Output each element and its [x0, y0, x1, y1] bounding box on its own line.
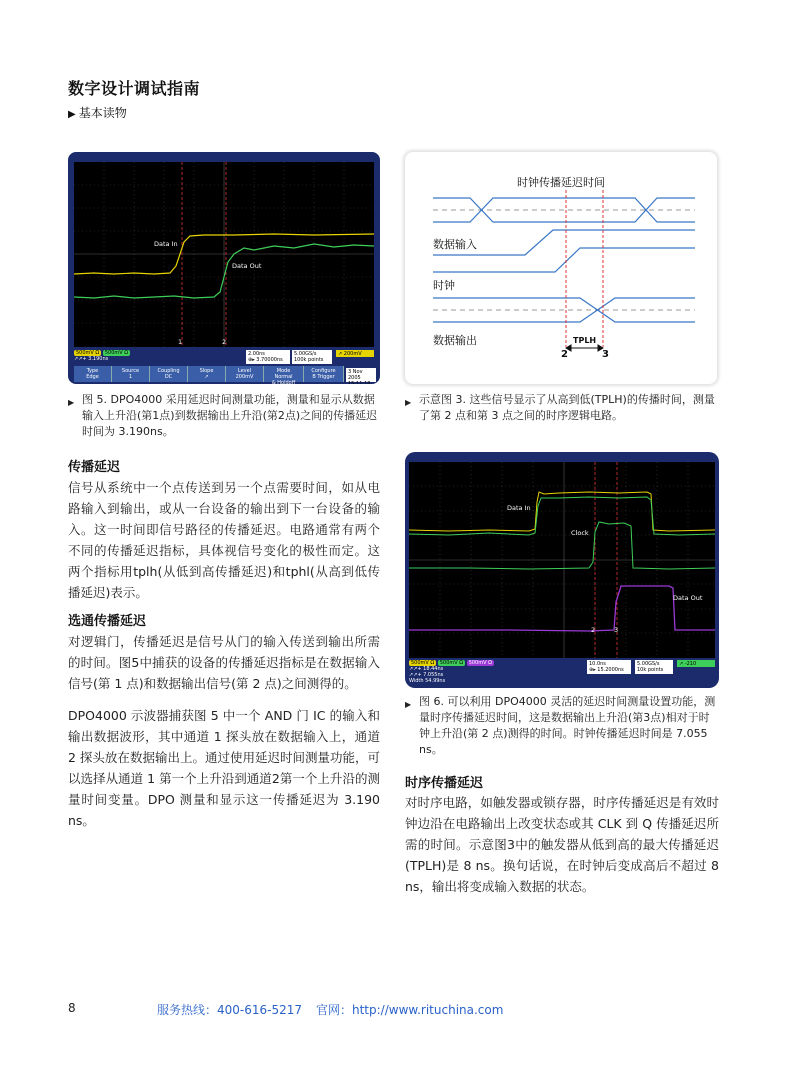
menu-slope[interactable]: Slope ↗ [188, 366, 226, 382]
trace-label-data-out: Data Out [673, 594, 703, 602]
diagram-label-data-in: 数据输入 [433, 238, 477, 251]
sample-rate-readout: 5.00GS/s 10k points [635, 660, 673, 674]
menu-configure[interactable]: Configure B Trigger [304, 366, 344, 382]
ch1-scale: 500mV Ω [411, 660, 435, 666]
ch2-scale: 500mV Ω [104, 350, 129, 356]
diagram-label-clock: 时钟 [433, 279, 455, 292]
diagram-marker-3: 3 [602, 349, 609, 360]
section-propagation-delay-body: 信号从系统中一个点传送到另一个点需要时间，如从电路输入到输出，或从一台设备的输出到下一台设备的输入。这一时间即信号路径的传播延迟。电路通常有两个不同的传播延迟指标，具体视信号变化的极性而定。这两个指标用tplh(从低到高传播延迟)和tphl(从高到低传播延迟)表示。 [68, 480, 380, 600]
ch2-scale: 500mV Ω [439, 660, 464, 666]
scope-readout-left [74, 350, 224, 364]
date-readout: 3 Nov 2005 15:11:18 [346, 368, 376, 382]
cursor-marker-2: 2 [222, 338, 227, 346]
delay-measurement: ↗↗+ 3.190ns [74, 356, 109, 362]
trigger-readout: ↗ 200mV [336, 350, 374, 357]
triangle-bullet-icon: ▶ [405, 398, 412, 407]
diagram-3-caption: ▶ 示意图 3. 这些信号显示了从高到低(TPLH)的传播时间，测量了第 2 点和第 3 点之间的时序逻辑电路。 [405, 393, 715, 422]
cursor-marker-1: 1 [178, 338, 183, 346]
trigger-readout: ↗ -210 [677, 660, 715, 667]
diagram-label-data-out: 数据输出 [433, 334, 477, 347]
timebase-readout: 2.00ns ⊕▸ 3.70000ns [246, 350, 290, 364]
triangle-bullet-icon: ▶ [68, 398, 75, 407]
sample-rate-readout: 5.00GS/s 100k points [292, 350, 332, 364]
figure-6-scope [405, 452, 719, 688]
section-propagation-delay-title: 传播延迟 [68, 460, 121, 475]
figure-5-caption: ▶ 图 5. DPO4000 采用延迟时间测量功能，测量和显示从数据输入上升沿(第1点)到数据输出上升沿(第2点)之间的传播延迟时间为 3.190ns。 [68, 393, 378, 438]
timebase-readout: 10.0ns ⊕▸ 15.2000ns [587, 660, 631, 674]
menu-coupling[interactable]: Coupling DC [150, 366, 188, 382]
measurement-1: ↗↗+ 18.44ns [409, 666, 444, 672]
section-sequential-delay-body: 对时序电路，如触发器或锁存器，时序传播延迟是有效时钟边沿在电路输出上改变状态或其 CLK 到 Q 传播延迟所需的时间。示意图3中的触发器从低到高的最大传播延迟 (TPLH)是 8 ns。换句话说，在时钟后变成高后不超过 8 ns，输出将变成输入数据的状态。 [405, 795, 719, 894]
footer-website[interactable]: 官网：http://www.rituchina.com [316, 1003, 504, 1017]
measurement-3: Width 54.99ns [409, 678, 446, 684]
section-gate-delay-title: 选通传播延迟 [68, 614, 147, 629]
triangle-bullet-icon: ▶ [68, 109, 76, 120]
trace-label-data-in: Data In [507, 504, 531, 512]
menu-type[interactable]: Type Edge [74, 366, 112, 382]
cursor-marker-2: 2 [591, 626, 596, 634]
scope-graticule [74, 162, 374, 347]
scope-menu-bar [74, 366, 344, 382]
diagram-marker-2: 2 [561, 349, 568, 360]
scope-readout-left [409, 660, 584, 686]
scope-grid-lines [74, 162, 374, 347]
diagram-3-card [405, 152, 717, 384]
diagram-title: 时钟传播延迟时间 [517, 176, 605, 189]
cursor-marker-3: 3 [614, 626, 619, 634]
trace-label-clock: Clock [571, 529, 589, 537]
menu-mode[interactable]: Mode Normal & Holdoff [264, 366, 304, 382]
figure-5-scope [68, 152, 380, 384]
section-gate-delay-body-1: 对逻辑门，传播延迟是信号从门的输入传送到输出所需的时间。图5中捕获的设备的传播延迟指标是在数据输入信号(第 1 点)和数据输出信号(第 2 点)之间测得的。 [68, 634, 380, 691]
page-number: 8 [68, 1001, 76, 1015]
subtitle-text: 基本读物 [78, 106, 127, 120]
trace-label-data-out: Data Out [232, 262, 262, 270]
measurement-2: ↗↗+ 7.055ns [409, 672, 444, 678]
page-subtitle [68, 104, 127, 121]
diagram-tplh-label: TPLH [573, 336, 597, 345]
footer-hotline: 服务热线：400-616-5217 [157, 1003, 303, 1017]
page-title: 数字设计调试指南 [68, 79, 201, 98]
ch1-scale: 500mV Ω [76, 350, 100, 356]
triangle-bullet-icon: ▶ [405, 700, 412, 709]
section-sequential-delay-title: 时序传播延迟 [405, 776, 484, 791]
menu-source[interactable]: Source 1 [112, 366, 150, 382]
trace-label-data-in: Data In [154, 240, 178, 248]
scope-grid-lines [409, 462, 715, 658]
ch3-scale: 500mV Ω [468, 660, 492, 666]
figure-6-caption: ▶ 图 6. 可以利用 DPO4000 灵活的延迟时间测量设置功能，测量时序传播延迟时间，这是数据输出上升沿(第3点)相对于时钟上升沿(第 2 点)测得的时间。时钟传播延迟时间是 7.055 ns。 [405, 695, 716, 756]
section-gate-delay-body-2: DPO4000 示波器捕获图 5 中一个 AND 门 IC 的输入和输出数据波形，其中通道 1 探头放在数据输入上，通道 2 探头放在数据输出上。通过使用延迟时间测量功能，可以选择从通道 1 第一个上升沿到通道2第一个上升沿的测量时间变量。DPO 测量和显示这一传播延迟为 3.190 ns。 [68, 708, 380, 828]
scope-graticule [409, 462, 715, 658]
menu-level[interactable]: Level 200mV [226, 366, 264, 382]
